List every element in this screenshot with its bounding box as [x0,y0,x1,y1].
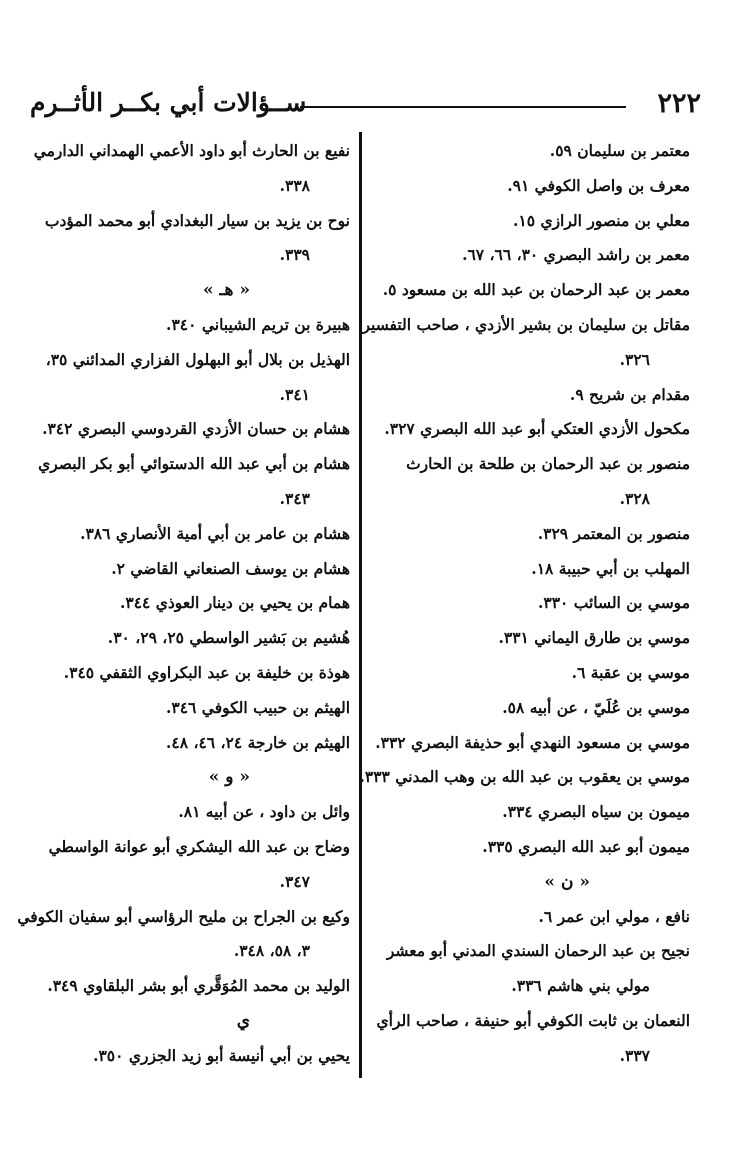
column-divider [359,132,362,1078]
index-entry-continuation: ٣٣٧. [619,1045,650,1065]
index-entry: معتمر بن سليمان ٥٩. [549,141,690,160]
index-entry: وكيع بن الجراح بن مليح الرؤاسي أبو سفيان الكوفي [17,906,350,926]
index-entry: موسي بن السائب ٣٣٠. [537,593,690,613]
index-entry: معلي بن منصور الرازي ١٥. [512,210,690,230]
index-entry-continuation: ٣٣٩. [279,245,310,265]
index-entry: مقاتل بن سليمان بن بشير الأزدي ، صاحب التفسير [362,314,690,334]
page-number: ٢٢٢ [657,88,701,119]
index-entry: الهيثم بن خارجة ٢٤، ٤٦، ٤٨. [165,732,350,752]
index-entry-continuation: ٣، ٥٨، ٣٤٨. [233,941,310,961]
right-column [359,134,690,1074]
index-entry: معمر بن عبد الرحمان بن عبد الله بن مسعود ٥. [382,280,690,300]
index-entry-continuation: مولي بني هاشم ٣٣٦. [511,976,650,996]
index-entry: نوح بن يزيد بن سيار البغدادي أبو محمد المؤدب [44,210,350,230]
section-heading: « ن » [544,871,590,892]
index-entry: معرف بن واصل الكوفي ٩١. [507,175,690,195]
index-entry: هشام بن عامر بن أبي أمية الأنصاري ٣٨٦. [80,523,350,543]
section-heading: « و » [208,767,250,788]
running-title: ســؤالات أبي بكــر الأثــرم [30,88,307,117]
index-entry: منصور بن عبد الرحمان بن طلحة بن الحارث [406,454,690,474]
index-entry: موسي بن يعقوب بن عبد الله بن وهب المدني ٣٣٣. [359,767,690,787]
index-entry: ميمون أبو عبد الله البصري ٣٣٥. [482,836,690,856]
index-entry: موسي بن عُلَيّ ، عن أبيه ٥٨. [502,697,690,717]
index-entry: الوليد بن محمد المُوَقَّري أبو بشر البلقاوي ٣٤٩. [47,976,350,996]
index-entry: هُشيم بن بَشير الواسطي ٢٥، ٢٩، ٣٠. [107,628,350,648]
index-entry-continuation: ٣٢٦. [619,349,650,369]
index-entry: ميمون بن سياه البصري ٣٣٤. [502,802,690,822]
left-column [17,134,350,1074]
index-entry: مقدام بن شريح ٩. [569,384,690,404]
index-entry: همام بن يحيي بن دينار العوذي ٣٤٤. [119,593,350,613]
index-entry: هبيرة بن تريم الشيباني ٣٤٠. [166,314,350,334]
page-header [30,88,706,128]
index-entry: نجيح بن عبد الرحمان السندي المدني أبو معشر [386,941,690,961]
section-heading: « هـ » [202,280,250,301]
index-entry: معمر بن راشد البصري ٣٠، ٦٦، ٦٧. [462,245,690,265]
index-entry-continuation: ٣٤٧. [279,871,310,891]
index-entry-continuation: ٣٣٨. [279,175,310,195]
index-entry: نفيع بن الحارث أبو داود الأعمي الهمداني الدارمي [33,141,350,160]
index-entry: النعمان بن ثابت الكوفي أبو حنيفة ، صاحب الرأي [376,1010,690,1030]
index-entry-continuation: ٣٤١. [279,384,310,404]
index-entry: نافع ، مولي ابن عمر ٦. [538,906,690,926]
index-entry: المهلب بن أبي حبيبة ١٨. [531,558,690,578]
index-entry: مكحول الأزدي العتكي أبو عبد الله البصري ٣٢٧. [384,419,690,439]
section-heading: ي [236,1010,250,1031]
index-entry-continuation: ٣٢٨. [619,488,650,508]
index-entry: وائل بن داود ، عن أبيه ٨١. [178,802,350,822]
index-entry: الهذيل بن بلال أبو البهلول الفزاري المدائني ٣٥، [45,349,350,369]
index-entry: منصور بن المعتمر ٣٢٩. [537,523,690,543]
index-entry: موسي بن طارق اليماني ٣٣١. [498,628,690,648]
index-entry: هوذة بن خليفة بن عبد البكراوي الثقفي ٣٤٥. [63,662,350,682]
index-entry: موسي بن عقبة ٦. [571,662,690,682]
index-entry: هشام بن حسان الأزدي القردوسي البصري ٣٤٢. [42,419,350,439]
header-rule [300,106,626,108]
index-entry: هشام بن أبي عبد الله الدستوائي أبو بكر البصري [38,454,350,474]
index-entry: الهيثم بن حبيب الكوفي ٣٤٦. [165,697,350,717]
index-entry: وضاح بن عبد الله اليشكري أبو عوانة الواسطي [48,836,350,856]
index-entry: يحيي بن أبي أنيسة أبو زيد الجزري ٣٥٠. [93,1045,350,1065]
index-entry: هشام بن يوسف الصنعاني القاضي ٢. [111,558,350,578]
index-entry-continuation: ٣٤٣. [279,488,310,508]
index-entry: موسي بن مسعود النهدي أبو حذيفة البصري ٣٣٢. [375,732,690,752]
